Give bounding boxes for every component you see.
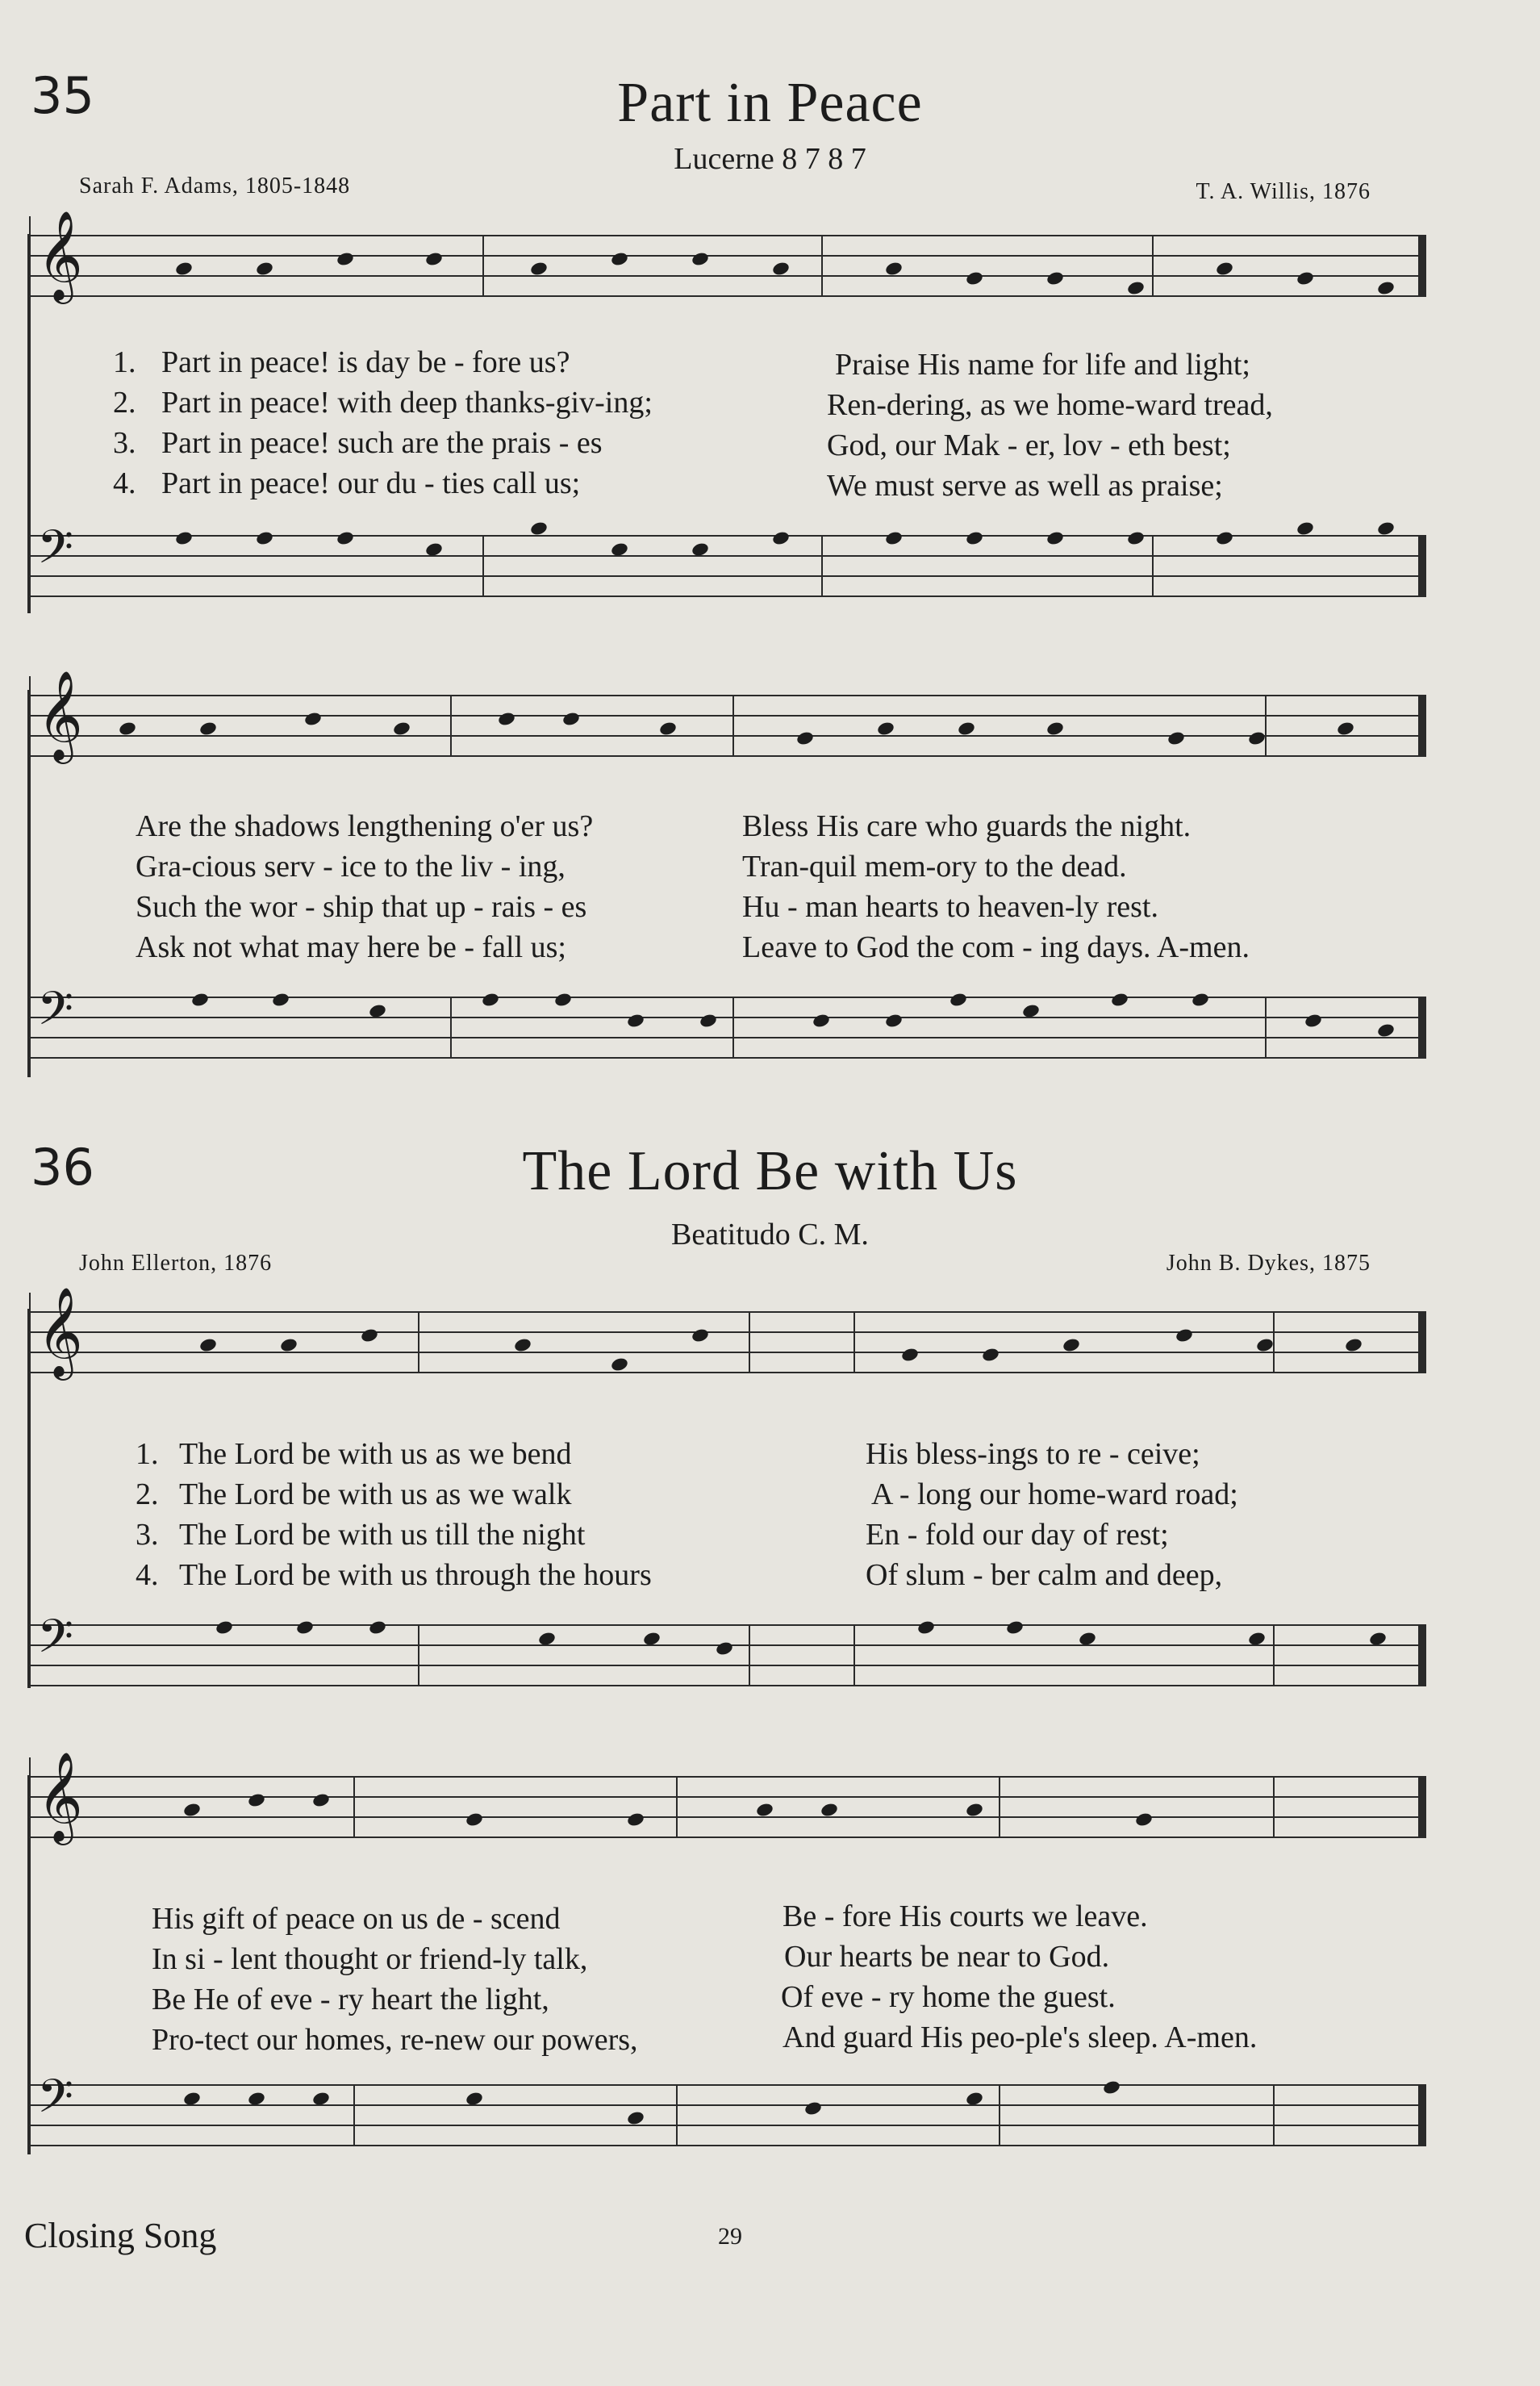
- lyric-line: Part in peace! such are the prais - es: [161, 426, 603, 460]
- lyric-line: Of slum - ber calm and deep,: [866, 1558, 1223, 1592]
- note: [174, 530, 194, 546]
- note: [626, 1811, 645, 1828]
- note: [1336, 721, 1355, 737]
- note: [965, 2091, 984, 2107]
- note: [190, 992, 210, 1008]
- note: [303, 711, 323, 727]
- note: [424, 541, 444, 558]
- lyric-line: Part in peace! with deep thanks-giv-ing;: [161, 386, 653, 420]
- lyric-line: Be - fore His courts we leave.: [783, 1899, 1148, 1933]
- verse-number: 4.: [136, 1558, 159, 1592]
- note: [876, 721, 895, 737]
- lyric-line: Hu - man hearts to heaven-ly rest.: [742, 890, 1158, 924]
- note: [295, 1619, 315, 1636]
- note: [610, 541, 629, 558]
- bass-clef-icon: 𝄢: [37, 1609, 74, 1675]
- hymn-title: Part in Peace: [617, 72, 923, 134]
- treble-clef-icon: 𝄞: [37, 210, 83, 300]
- section-label: Closing Song: [24, 2216, 217, 2255]
- bass-staff: [29, 1606, 1426, 1686]
- note: [271, 992, 290, 1008]
- note: [1215, 530, 1234, 546]
- note: [1110, 992, 1129, 1008]
- lyric-line: Ren-dering, as we home-ward tread,: [827, 388, 1273, 422]
- note: [360, 1327, 379, 1343]
- note: [424, 251, 444, 267]
- note: [537, 1631, 557, 1647]
- note: [1175, 1327, 1194, 1343]
- lyric-line: Are the shadows lengthening o'er us?: [136, 809, 594, 843]
- lyric-line: A - long our home-ward road;: [871, 1477, 1238, 1511]
- lyric-line: We must serve as well as praise;: [827, 469, 1223, 503]
- bass-staff: [29, 978, 1426, 1059]
- bass-clef-icon: 𝄢: [37, 520, 74, 586]
- note: [884, 1013, 904, 1029]
- bass-staff: [29, 516, 1426, 597]
- tune-name: Beatitudo C. M.: [671, 1218, 869, 1252]
- note: [311, 1792, 331, 1808]
- note: [1021, 1003, 1041, 1019]
- note: [1045, 721, 1065, 737]
- note: [1045, 530, 1065, 546]
- lyric-line: Praise His name for life and light;: [835, 348, 1250, 382]
- note: [957, 721, 976, 737]
- note: [1215, 261, 1234, 277]
- lyric-line: His gift of peace on us de - scend: [152, 1902, 561, 1936]
- lyric-line: The Lord be with us through the hours: [179, 1558, 652, 1592]
- note: [1376, 1022, 1396, 1038]
- verse-number: 3.: [136, 1518, 159, 1552]
- note: [1247, 1631, 1267, 1647]
- note: [1134, 1811, 1154, 1828]
- note: [368, 1619, 387, 1636]
- note: [255, 261, 274, 277]
- note: [699, 1013, 718, 1029]
- treble-staff: [29, 1751, 1426, 1841]
- lyric-line: In si - lent thought or friend-ly talk,: [152, 1942, 588, 1976]
- lyric-line: Ask not what may here be - fall us;: [136, 930, 566, 964]
- note: [626, 2110, 645, 2126]
- note: [513, 1337, 532, 1353]
- note: [118, 721, 137, 737]
- verse-number: 1.: [113, 345, 136, 379]
- note: [497, 711, 516, 727]
- lyric-line: The Lord be with us till the night: [179, 1518, 586, 1552]
- note: [1255, 1337, 1275, 1353]
- lyric-line: Of eve - ry home the guest.: [781, 1980, 1116, 2014]
- note: [691, 541, 710, 558]
- lyric-line: Be He of eve - ry heart the light,: [152, 1983, 549, 2016]
- note: [812, 1013, 831, 1029]
- note: [715, 1640, 734, 1657]
- composer-credit: T. A. Willis, 1876: [1196, 179, 1371, 204]
- verse-number: 2.: [136, 1477, 159, 1511]
- note: [1304, 1013, 1323, 1029]
- note: [1005, 1619, 1025, 1636]
- note: [1126, 280, 1146, 296]
- note: [311, 2091, 331, 2107]
- note: [1045, 270, 1065, 286]
- note: [691, 1327, 710, 1343]
- lyric-line: En - fold our day of rest;: [866, 1518, 1169, 1552]
- note: [965, 270, 984, 286]
- note: [949, 992, 968, 1008]
- bass-staff: [29, 2066, 1426, 2146]
- note: [755, 1802, 774, 1818]
- author-credit: Sarah F. Adams, 1805-1848: [79, 173, 351, 198]
- note: [965, 530, 984, 546]
- note: [198, 721, 218, 737]
- note: [529, 261, 549, 277]
- treble-staff: [29, 1286, 1426, 1377]
- note: [1126, 530, 1146, 546]
- note: [247, 2091, 266, 2107]
- note: [981, 1347, 1000, 1363]
- note: [255, 530, 274, 546]
- lyric-line: And guard His peo-ple's sleep. A-men.: [783, 2020, 1258, 2054]
- tune-name: Lucerne 8 7 8 7: [674, 142, 866, 176]
- note: [481, 992, 500, 1008]
- bass-clef-icon: 𝄢: [37, 2069, 74, 2135]
- note: [642, 1631, 661, 1647]
- hymn-number: 35: [31, 66, 94, 125]
- note: [553, 992, 573, 1008]
- note: [182, 1802, 202, 1818]
- note: [626, 1013, 645, 1029]
- note: [247, 1792, 266, 1808]
- note: [465, 2091, 484, 2107]
- note: [1191, 992, 1210, 1008]
- note: [610, 1356, 629, 1373]
- note: [691, 251, 710, 267]
- note: [1102, 2079, 1121, 2096]
- treble-staff: [29, 210, 1426, 300]
- page-number: 29: [718, 2223, 742, 2250]
- note: [884, 530, 904, 546]
- note: [182, 2091, 202, 2107]
- note: [1247, 730, 1267, 746]
- note: [561, 711, 581, 727]
- lyric-line: Part in peace! is day be - fore us?: [161, 345, 570, 379]
- note: [884, 261, 904, 277]
- lyric-line: Bless His care who guards the night.: [742, 809, 1192, 843]
- note: [368, 1003, 387, 1019]
- treble-staff: [29, 670, 1426, 760]
- note: [174, 261, 194, 277]
- note: [529, 520, 549, 537]
- note: [215, 1619, 234, 1636]
- lyric-line: Such the wor - ship that up - rais - es: [136, 890, 587, 924]
- note: [803, 2100, 823, 2116]
- note: [279, 1337, 298, 1353]
- composer-credit: John B. Dykes, 1875: [1166, 1251, 1371, 1276]
- verse-number: 2.: [113, 386, 136, 420]
- note: [1296, 520, 1315, 537]
- lyric-line: Pro-tect our homes, re-new our powers,: [152, 2023, 638, 2057]
- note: [1166, 730, 1186, 746]
- lyric-line: Tran-quil mem-ory to the dead.: [742, 850, 1127, 884]
- note: [900, 1347, 920, 1363]
- lyric-line: Gra-cious serv - ice to the liv - ing,: [136, 850, 566, 884]
- note: [336, 251, 355, 267]
- verse-number: 1.: [136, 1437, 159, 1471]
- hymn-number: 36: [31, 1138, 94, 1197]
- note: [795, 730, 815, 746]
- note: [1078, 1631, 1097, 1647]
- note: [820, 1802, 839, 1818]
- hymn-title: The Lord Be with Us: [522, 1140, 1018, 1202]
- note: [965, 1802, 984, 1818]
- lyric-line: The Lord be with us as we walk: [179, 1477, 572, 1511]
- note: [916, 1619, 936, 1636]
- lyric-line: His bless-ings to re - ceive;: [866, 1437, 1200, 1471]
- verse-number: 3.: [113, 426, 136, 460]
- note: [392, 721, 411, 737]
- note: [1368, 1631, 1388, 1647]
- treble-clef-icon: 𝄞: [37, 1286, 83, 1377]
- treble-clef-icon: 𝄞: [37, 1751, 83, 1841]
- note: [771, 530, 791, 546]
- note: [610, 251, 629, 267]
- lyric-line: Part in peace! our du - ties call us;: [161, 466, 581, 500]
- note: [1344, 1337, 1363, 1353]
- verse-number: 4.: [113, 466, 136, 500]
- note: [198, 1337, 218, 1353]
- lyric-line: Our hearts be near to God.: [784, 1940, 1110, 1974]
- note: [658, 721, 678, 737]
- note: [1376, 520, 1396, 537]
- treble-clef-icon: 𝄞: [37, 670, 83, 760]
- note: [336, 530, 355, 546]
- bass-clef-icon: 𝄢: [37, 981, 74, 1047]
- lyric-line: God, our Mak - er, lov - eth best;: [827, 428, 1231, 462]
- author-credit: John Ellerton, 1876: [79, 1251, 273, 1276]
- note: [771, 261, 791, 277]
- note: [1376, 280, 1396, 296]
- note: [1296, 270, 1315, 286]
- lyric-line: The Lord be with us as we bend: [179, 1437, 572, 1471]
- lyric-line: Leave to God the com - ing days. A-men.: [742, 930, 1250, 964]
- note: [1062, 1337, 1081, 1353]
- note: [465, 1811, 484, 1828]
